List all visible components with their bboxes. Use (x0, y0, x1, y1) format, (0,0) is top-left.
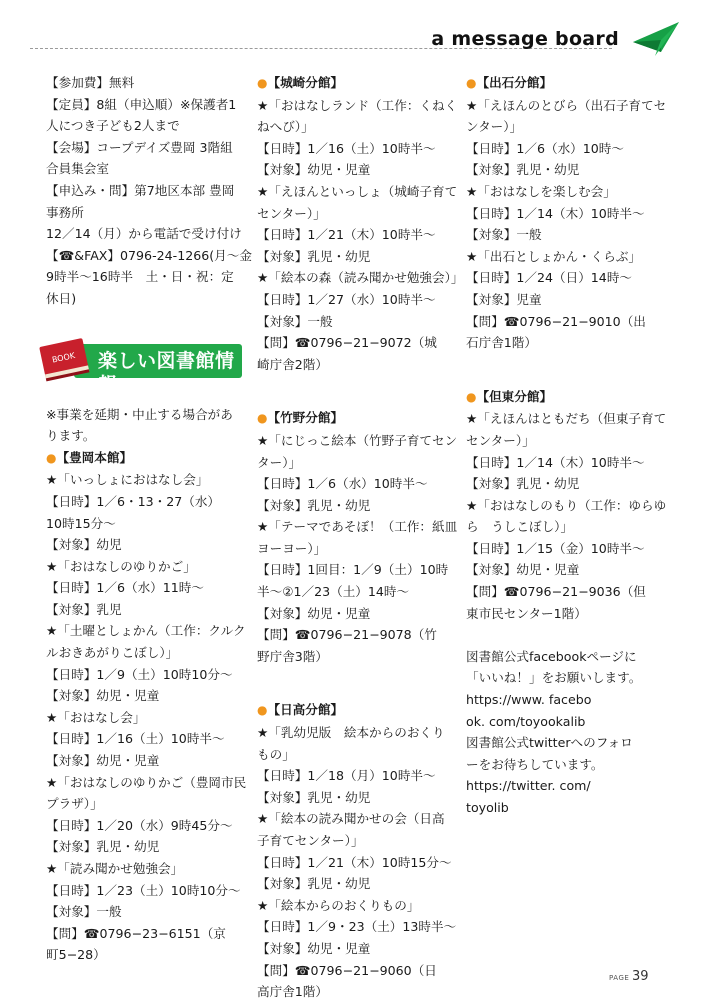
entry-line: 崎庁舎2階） (257, 356, 328, 372)
entry-line: 【問】☎0796−21−9072（城 (257, 335, 437, 351)
text-line: 【☎&FAX】0796-24-1266(月〜金 (46, 247, 252, 263)
entry-line: 【対象】乳児 (46, 601, 122, 617)
entry-line: ★「おはなしランド（工作：くねく (257, 97, 458, 113)
branch-heading (257, 407, 452, 430)
column-right (466, 72, 666, 819)
entry-line: センター）」 (466, 432, 535, 448)
entry-line: 野庁舎3階） (257, 648, 328, 664)
entry-line: 【日時】1／6（水）11時〜 (46, 580, 204, 596)
column-left (46, 72, 252, 966)
branch-heading (257, 72, 452, 95)
entry-line: 【対象】幼児・児童 (257, 605, 371, 621)
text-line: 12／14（月）から電話で受け付け (46, 226, 242, 242)
facebook-link[interactable]: https://www. facebo (466, 692, 592, 708)
entry-line: 【日時】1／16（土）10時半〜 (46, 731, 225, 747)
entry-line: 高庁舎1階） (257, 984, 328, 1000)
entry-line: 【対象】乳児・幼児 (257, 248, 371, 264)
entry-line: ★「おはなしのゆりかご（豊岡市民 (46, 774, 247, 790)
notice-line: 図書館公式twitterへのフォロ (466, 735, 633, 751)
entry-line: 【日時】1／6（水）10時半〜 (257, 476, 428, 492)
entry-line: 【対象】幼児・児童 (46, 753, 160, 769)
event-details (46, 72, 252, 310)
text-line: 合員集会室 (46, 161, 109, 177)
paper-plane-icon (631, 20, 681, 60)
entry-line: ★「絵本の読み聞かせの会（日高 (257, 811, 445, 827)
branch-section-hidaka (257, 699, 457, 1002)
book-icon (34, 332, 96, 384)
entry-line: ★「おはなし会」 (46, 709, 146, 725)
entry-line: 【対象】幼児・児童 (257, 162, 371, 178)
library-info-banner (46, 338, 244, 396)
page-title: a message board (431, 28, 619, 50)
entry-line: 子育てセンター）」 (257, 833, 364, 848)
entry-line: 【対象】乳児・幼児 (257, 876, 371, 892)
entry-line: ★「にじっこ絵本（竹野子育てセン (257, 432, 458, 448)
branch-section-takeno (257, 407, 458, 667)
text-line: 休日) (46, 290, 77, 306)
entry-line: ター）」 (257, 454, 302, 470)
entry-line: 【日時】1／21（木）10時15分〜 (257, 854, 452, 870)
entry-line: ヨーヨー）」 (257, 540, 327, 556)
entry-line: 【日時】1／16（土）10時半〜 (257, 140, 436, 156)
entry-line: 【日時】1／9（土）10時10分〜 (46, 666, 233, 682)
entry-line: ★「読み聞かせ勉強会」 (46, 861, 184, 876)
entry-line: ★「出石としょかん・くらぶ」 (466, 248, 642, 264)
entry-line: 【問】☎0796−21−9060（日 (257, 962, 437, 978)
text-line: 9時半〜16時半 土・日・祝：定 (46, 269, 234, 285)
entry-line: 【対象】乳児・幼児 (257, 789, 371, 805)
notice-line: ーをお待ちしています。 (466, 756, 604, 772)
entry-line: ★「えほんのとびら（出石子育てセ (466, 97, 667, 113)
entry-line: 【対象】幼児 (46, 537, 122, 553)
entry-line: ★「おはなしのゆりかご」 (46, 558, 196, 574)
page-label: PAGE (609, 974, 630, 982)
entry-line: 【日時】1／24（日）14時〜 (466, 270, 633, 286)
entry-line: ★「いっしょにおはなし会」 (46, 472, 209, 488)
entry-line: 【日時】1／14（木）10時半〜 (466, 454, 645, 470)
entry-line: 【日時】1／14（木）10時半〜 (466, 205, 645, 221)
notice-line: 図書館公式facebookページに (466, 648, 637, 664)
entry-line: もの」 (257, 746, 295, 762)
entry-line: 【対象】乳児・幼児 (46, 839, 160, 855)
branch-section-izushi (466, 72, 666, 354)
entry-line: 【日時】1／27（水）10時半〜 (257, 291, 436, 307)
entry-line: 【日時】1／6・13・27（水） (46, 493, 221, 509)
text-line: 【定員】8組（申込順）※保護者1 (46, 96, 237, 112)
entry-line: ねへび）」 (257, 119, 314, 135)
bullet-dot-icon: ● (257, 703, 268, 718)
column-middle (257, 72, 464, 1003)
notice-line: 「いいね！」をお願いします。 (466, 670, 642, 686)
entry-line: ★「おはなしを楽しむ会」 (466, 183, 616, 199)
social-media-notice (466, 646, 666, 819)
branch-title: 【出石分館】 (476, 75, 553, 90)
banner-title: 楽しい図書館情報 (98, 349, 235, 396)
entry-line: ★「テーマであそぼ！（工作：紙皿 (257, 519, 458, 535)
entry-line: 【対象】児童 (466, 291, 542, 307)
branch-heading (466, 72, 666, 95)
branch-title: 【城崎分館】 (267, 75, 344, 90)
entry-line: 【対象】幼児・児童 (466, 562, 580, 578)
bullet-dot-icon: ● (257, 76, 268, 90)
entry-line: 石庁舎1階） (466, 335, 537, 351)
branch-section-tanto (466, 386, 666, 625)
book-label: BOOK (51, 350, 76, 365)
entry-line: 【日時】1／18（月）10時半〜 (257, 768, 436, 784)
twitter-link[interactable]: toyolib (466, 800, 509, 815)
branch-title: 【竹野分館】 (267, 410, 344, 426)
entry-line: プラザ）」 (46, 796, 103, 812)
entry-line: 【対象】一般 (257, 313, 333, 329)
text-line: 【申込み・問】第7地区本部 豊岡 (46, 182, 235, 198)
entry-line: 【日時】1／9・23（土）13時半〜 (257, 919, 457, 935)
entry-line: 東市民センター1階） (466, 605, 587, 621)
entry-line: 10時15分〜 (46, 515, 116, 531)
entry-line: 【対象】一般 (46, 904, 122, 920)
entry-line: 【対象】幼児・児童 (257, 940, 371, 956)
branch-title: 【豊岡本館】 (56, 449, 133, 465)
branch-title: 【日高分館】 (267, 702, 344, 718)
entry-line: ンター）」 (466, 119, 523, 135)
entry-line: 【対象】幼児・児童 (46, 688, 160, 704)
branch-heading (257, 699, 452, 722)
entry-line: 【日時】1／6（水）10時〜 (466, 140, 624, 156)
entry-line: 【日時】1／20（水）9時45分〜 (46, 817, 233, 833)
text-line: 事務所 (46, 204, 84, 220)
text-line: 人につき子ども2人まで (46, 118, 180, 134)
entry-line: 【問】☎0796−23−6151（京 (46, 925, 226, 941)
entry-line: 【対象】乳児・幼児 (466, 476, 580, 492)
entry-line: ら うしこぼし）」 (466, 519, 574, 535)
entry-line: 半〜②1／23（土）14時〜 (257, 584, 410, 600)
entry-line: ★「絵本からのおくりもの」 (257, 897, 420, 913)
entry-line: 【日時】1／23（土）10時10分〜 (46, 882, 241, 898)
branch-heading (466, 386, 666, 409)
text-line: 【会場】コープデイズ豊岡 3階組 (46, 139, 233, 155)
bullet-dot-icon: ● (466, 389, 477, 404)
entry-line: 【問】☎0796−21−9036（但 (466, 584, 646, 600)
entry-line: 【問】☎0796−21−9010（出 (466, 313, 646, 329)
entry-line: ★「絵本の森（読み聞かせ勉強会）」 (257, 270, 464, 286)
entry-line: 【日時】1回目：1／9（土）10時 (257, 562, 449, 578)
entry-line: 【日時】1／21（木）10時半〜 (257, 227, 436, 243)
entry-line: 【日時】1／15（金）10時半〜 (466, 540, 645, 556)
entry-line: ★「乳幼児版 絵本からのおくり (257, 725, 445, 741)
entry-line: ルおきあがりこぼし）」 (46, 645, 179, 661)
text-line: 【参加費】無料 (46, 75, 135, 90)
branch-title: 【但東分館】 (476, 388, 553, 404)
notice-line: ※事業を延期・中止する場合があ (46, 406, 233, 422)
twitter-link[interactable]: https://twitter. com/ (466, 778, 591, 794)
bullet-dot-icon: ● (46, 450, 57, 465)
notice-line: ります。 (46, 428, 96, 444)
entry-line: ★「おはなしのもり（工作：ゆらゆ (466, 497, 667, 513)
page-number: 39 (632, 969, 649, 984)
branch-section-kinosaki (257, 72, 464, 375)
entry-line: ★「土曜としょかん（工作：クルク (46, 623, 246, 639)
entry-line: 【対象】乳児・幼児 (257, 497, 371, 513)
entry-line: ★「えほんはともだち（但東子育て (466, 411, 667, 427)
branch-entries (46, 469, 247, 966)
bullet-dot-icon: ● (257, 411, 268, 426)
entry-line: センター）」 (257, 205, 326, 221)
entry-line: 【問】☎0796−21−9078（竹 (257, 627, 437, 643)
branch-heading (46, 447, 244, 470)
facebook-link[interactable]: ok. com/toyookalib (466, 713, 586, 729)
entry-line: 町5−28） (46, 947, 106, 963)
bullet-dot-icon: ● (466, 76, 477, 90)
entry-line: ★「えほんといっしょ（城崎子育て (257, 183, 458, 199)
entry-line: 【対象】一般 (466, 227, 542, 243)
entry-line: 【対象】乳児・幼児 (466, 162, 580, 178)
